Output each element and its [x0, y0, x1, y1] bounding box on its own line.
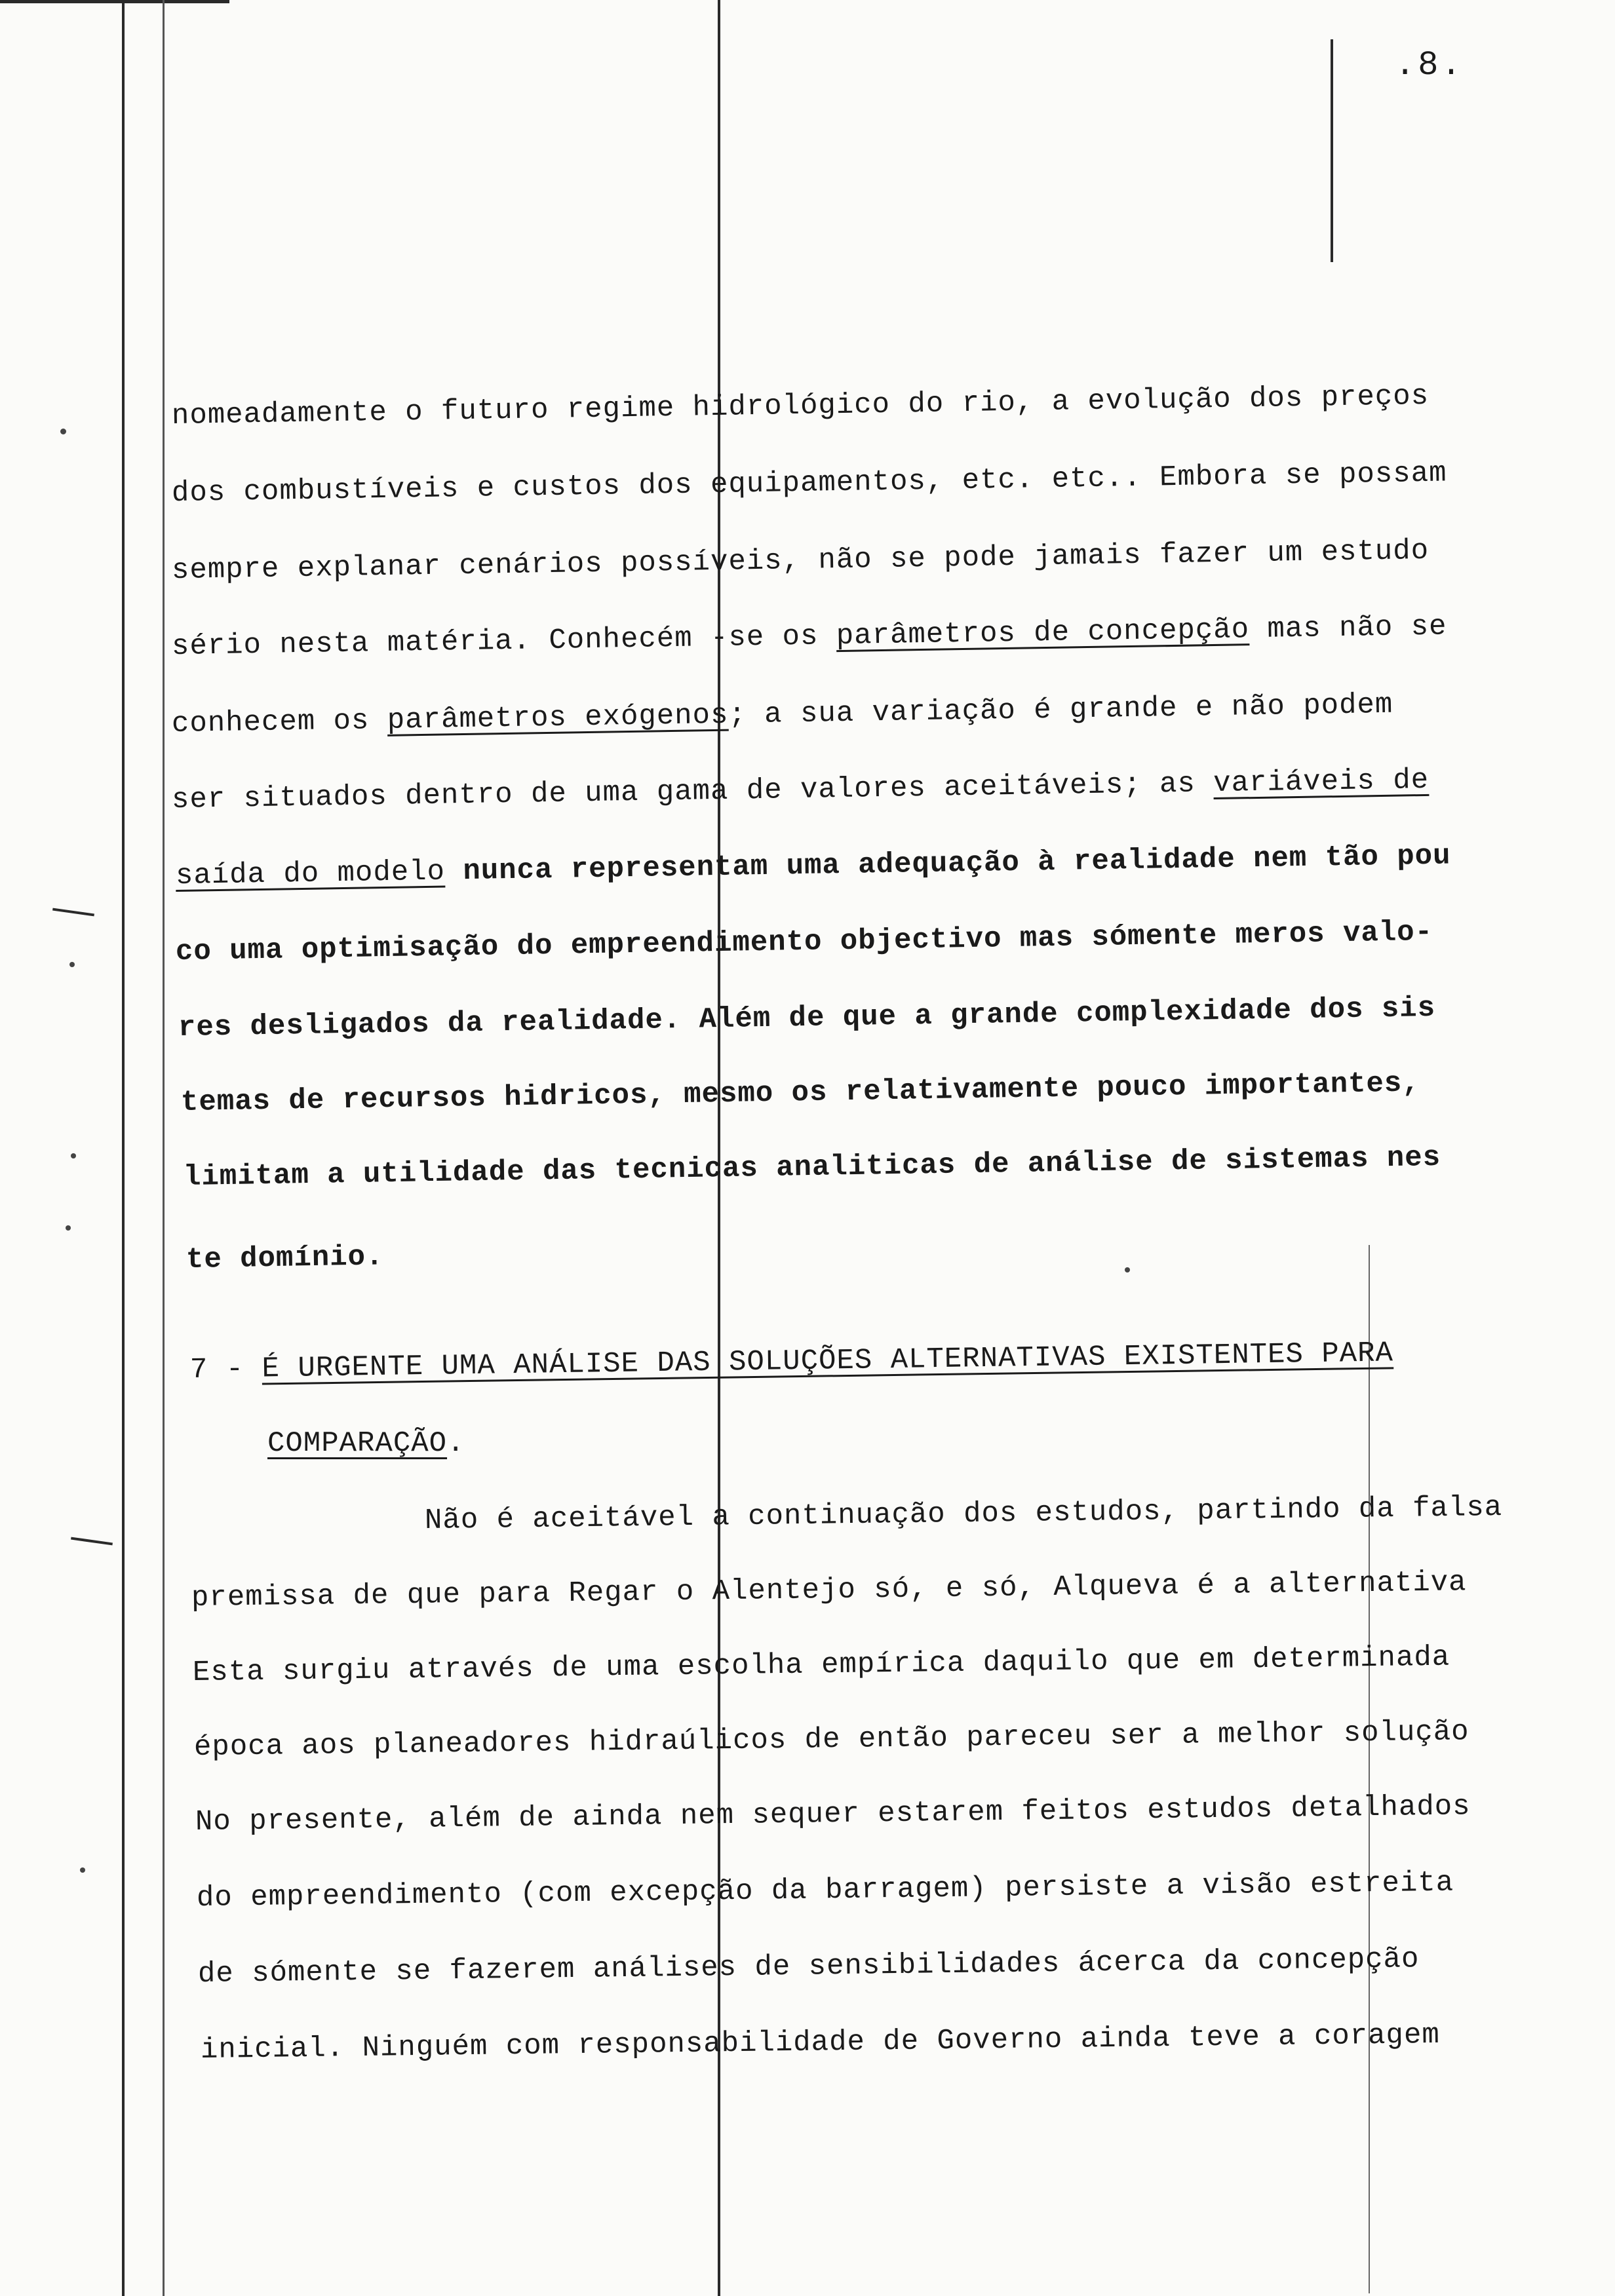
text-line: temas de recursos hidricos, mesmo os relativamente pouco importantes,: [180, 1067, 1421, 1119]
underlined-term: parâmetros exógenos: [387, 698, 729, 737]
speck: [69, 962, 75, 967]
text-line: te domínio.: [185, 1240, 384, 1276]
page-number: .8.: [1395, 46, 1464, 85]
text-line: limitam a utilidade das tecnicas analiticas de análise de sistemas nes: [183, 1141, 1441, 1194]
margin-curve: [71, 1537, 113, 1546]
scan-edge-left-2: [163, 0, 165, 2296]
text-line: nomeadamente o futuro regime hidrológico do rio, a evolução dos preços: [171, 379, 1430, 432]
text-line: Esta surgiu através de uma escolha empírica daquilo que em determinada: [192, 1641, 1450, 1689]
text-line: premissa de que para Regar o Alentejo só, e só, Alqueva é a alternativa: [191, 1566, 1467, 1615]
scan-edge-top: [0, 0, 229, 3]
section-title-line-2: COMPARAÇÃO: [267, 1427, 448, 1460]
text-line: sério nesta matéria. Conhecém -se os parâmetros de concepção mas não se: [171, 610, 1447, 663]
underlined-term: variáveis de: [1213, 763, 1430, 801]
underlined-term: parâmetros de concepção: [836, 613, 1250, 653]
text-line: de sómente se fazerem análises de sensibilidades ácerca da concepção: [197, 1943, 1420, 1991]
speck: [80, 1867, 85, 1873]
text-line: co uma optimisação do empreendimento objectivo mas sómente meros valo-: [175, 915, 1433, 968]
scan-edge-left: [122, 0, 125, 2296]
text-line: ser situados dentro de uma gama de valores aceitáveis; as variáveis de: [171, 763, 1430, 816]
text-line: sempre explanar cenários possíveis, não se pode jamais fazer um estudo: [171, 534, 1430, 587]
section-title-line-1: É URGENTE UMA ANÁLISE DAS SOLUÇÕES ALTERNATIVAS EXISTENTES PARA: [262, 1337, 1394, 1386]
text-line: res desligados da realidade. Além de que a grande complexidade dos sis: [178, 991, 1436, 1044]
text-line: conhecem os parâmetros exógenos; a sua variação é grande e não podem: [171, 688, 1393, 740]
speck: [66, 1225, 71, 1231]
speck: [60, 429, 66, 434]
text-line: época aos planeadores hidraúlicos de então pareceu ser a melhor solução: [193, 1715, 1469, 1764]
text-line: do empreendimento (com excepção da barragem) persiste a visão estreita: [196, 1866, 1454, 1915]
underlined-term: saída do modelo: [175, 855, 446, 892]
section-heading: [190, 1337, 1394, 1387]
speck: [1125, 1267, 1130, 1272]
text-line: dos combustíveis e custos dos equipamentos, etc. etc.. Embora se possam: [171, 457, 1447, 510]
speck: [71, 1153, 76, 1158]
text-line: No presente, além de ainda nem sequer estarem feitos estudos detalhados: [195, 1790, 1471, 1839]
text-line: inicial. Ninguém com responsabilidade de Governo ainda teve a coragem: [200, 2018, 1441, 2067]
section-number: 7 -: [189, 1352, 262, 1387]
margin-mark-right: [1331, 39, 1333, 262]
section-heading-continuation: COMPARAÇÃO.: [267, 1427, 465, 1460]
margin-curve: [52, 908, 94, 917]
fold-line-right: [1369, 1245, 1370, 2293]
text-line: Não é aceitável a continuação dos estudos, partindo da falsa: [424, 1491, 1503, 1537]
text-line: saída do modelo nunca representam uma adequação à realidade nem tão pou: [175, 839, 1451, 892]
